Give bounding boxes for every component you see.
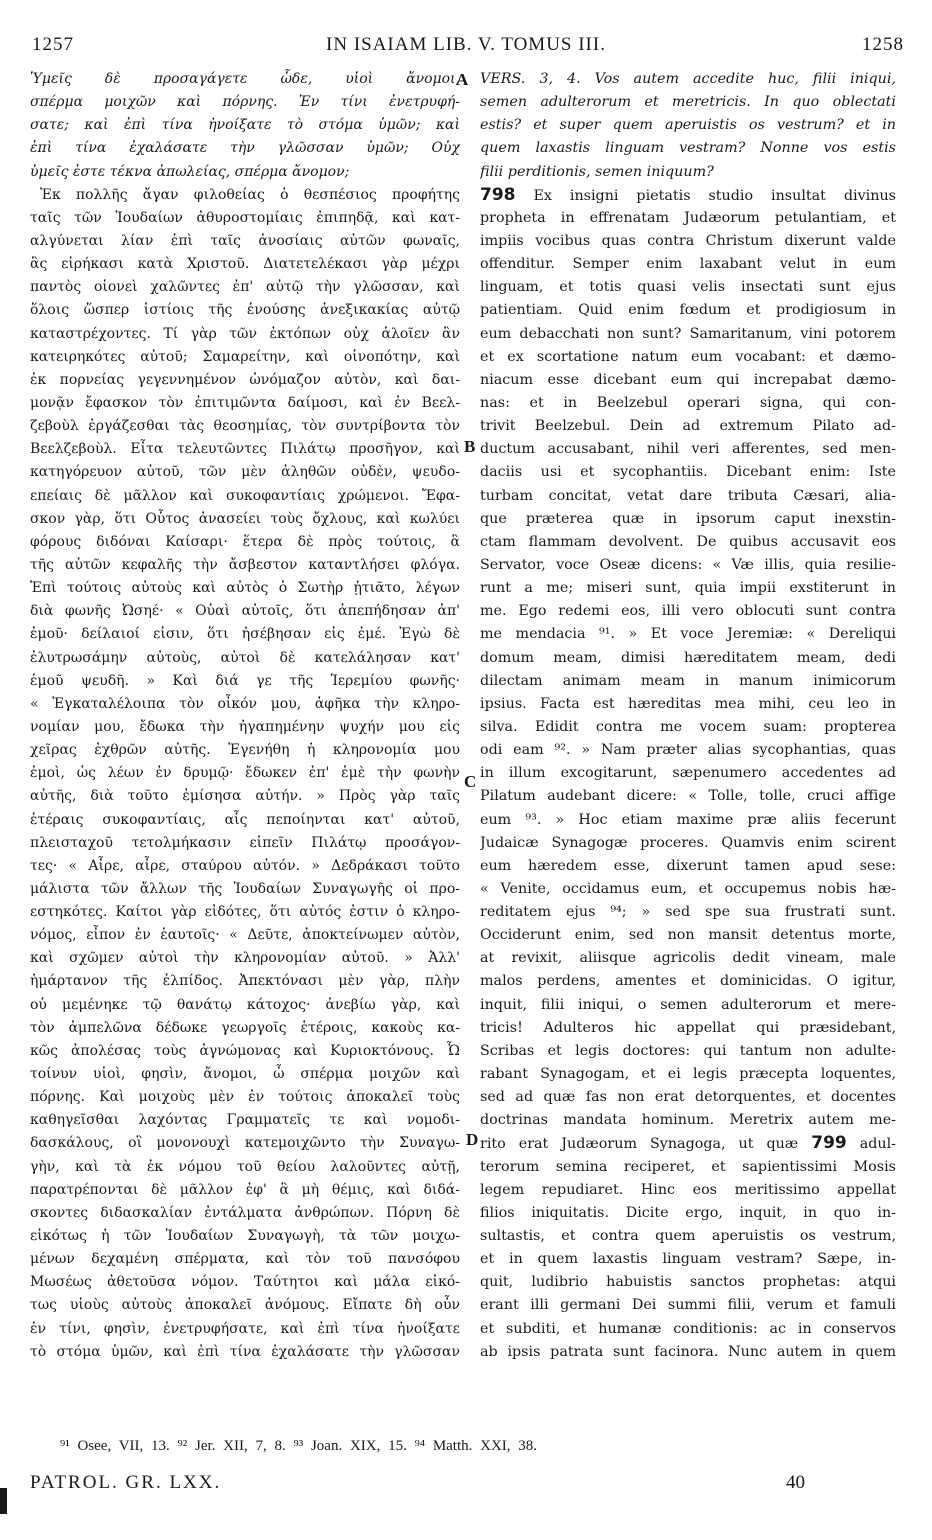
greek-text-line: αὐτῆς, διὰ τοῦτο ἐμίσησα αὐτήν. » Πρὸς γὰρ ταῖς <box>30 788 460 805</box>
latin-text-line: rabant Synagogam, et ei legis præcepta loquentes, <box>480 1066 896 1083</box>
greek-text-line: καὶ σχῶμεν αὐτοὶ τὴν κληρονομίαν αὐτοῦ. » Ἀλλ' <box>30 950 460 967</box>
latin-text-line: daciis usi et sycophantiis. Dicebant enim: Iste <box>480 464 896 481</box>
latin-text-line: turbam concitat, vetat dare tributa Cæsari, alia- <box>480 487 896 504</box>
greek-text-line: καθηγεῖσθαι λαχόντας Γραμματεῖς τε καὶ νομοδι- <box>30 1112 460 1129</box>
greek-text-line: Μωσέως ἀθετοῦσα νόμον. Ταύτητοι καὶ μάλα εἰκό- <box>30 1274 460 1291</box>
greek-text-line: ζεβοὺλ ἐργάζεσθαι τὰς θεοσημίας, τὸν συντρίβοντα τὸν <box>30 418 460 435</box>
greek-text-line: ἐμοῦ ψευδῆ. » Καὶ διά γε τῆς Ἱερεμίου φωνῆς· <box>30 672 460 689</box>
latin-text-line: Servator, voce Oseæ dicens: « Væ illis, quia resilie- <box>480 556 896 573</box>
greek-text-line: ἐμοῦ· δείλαιοί εἰσιν, ὅτι ἠσέβησαν εἰς ἐμέ. Ἐγὼ δὲ <box>30 626 460 643</box>
latin-text-line: in illum excogitarunt, sæpenumero accedentes ad <box>480 765 896 782</box>
running-title: IN ISAIAM LIB. V. TOMUS III. <box>326 34 606 55</box>
page-number-right: 1258 <box>862 34 904 55</box>
greek-text-line: ὅλοις ὥσπερ ἱστίοις τῆς ἐνούσης ἀνεξικακίας αὐτῷ <box>30 302 460 319</box>
latin-text-line: at revixit, aliisque agricolis dedit vineam, male <box>480 950 896 967</box>
latin-text-fragment: rito erat Judæorum Synagoga, ut quæ <box>480 1136 799 1153</box>
greek-text-line: σατε; καὶ ἐπὶ τίνα ἠνοίξατε τὸ στόμα ὑμῶν; καὶ <box>30 117 460 134</box>
greek-text-line: γὴν, καὶ τὰ ἐκ νόμου τοῦ θείου λαλοῦντες αὐτῇ, <box>30 1158 460 1175</box>
greek-text-line: τοίνυν υἱοὶ, φησὶν, ἄνομοι, ὦ σπέρμα μοιχῶν καὶ <box>30 1066 460 1083</box>
greek-text-line: σκον γὰρ, ὅτι Οὗτος ἀνασείει τοὺς ὄχλους, καὶ κωλύει <box>30 510 460 527</box>
latin-text-line: tricis! Adulteros hic appellat qui præsidebant, <box>480 1019 896 1036</box>
latin-text-line: Judaicæ Synagogæ proceres. Quamvis enim scirent <box>480 834 896 851</box>
greek-text-column <box>30 68 460 1364</box>
greek-text-line: μονᾷν ἔφασκον τὸν ἐπιτιμῶντα δαίμοσι, καὶ ἐν Βεελ- <box>30 394 460 411</box>
greek-text-line: παντὸς οἱονεὶ χαλῶντες ἐπ' αὐτῷ τὴν γλῶσσαν, καὶ <box>30 279 460 296</box>
greek-text-line: τὸ στόμα ὑμῶν, καὶ ἐπὶ τίνα ἐχαλάσατε τὴν γλῶσσαν <box>30 1343 460 1360</box>
greek-text-line: νομίαν μου, ἔδωκα τὴν ἠγαπημένην ψυχήν μου εἰς <box>30 718 460 735</box>
latin-text-line: estis? et super quem aperuistis os vestrum? et in <box>480 117 896 134</box>
greek-text-line: Ἐκ πολλῆς ἄγαν φιλοθείας ὁ θεσπέσιος προφήτης <box>40 186 460 203</box>
scan-edge-mark <box>0 1488 7 1514</box>
greek-text-line: ἑτέραις συκοφαντίαις, αἷς πεποίηνται κατ' αὐτοῦ, <box>30 811 460 828</box>
greek-text-line: ἡμάρτανον τῆς ἐλπίδος. Ἀπεκτόνασι μὲν γὰρ, πλὴν <box>30 973 460 990</box>
greek-text-line: εἰκότως ἡ τῶν Ἰουδαίων Συναγωγὴ, τὰ τῶν μοιχω- <box>30 1228 460 1245</box>
greek-text-line: σπέρμα μοιχῶν καὶ πόρνης. Ἐν τίνι ἐνετρυφή- <box>30 94 460 111</box>
greek-text-line: δασκάλους, οἳ μονονουχὶ κατεμοιχῶντο τὴν Συναγω- <box>30 1135 460 1152</box>
latin-text-line: sed ad quæ fas non erat detorquentes, et docentes <box>480 1089 896 1106</box>
latin-text-line: silva. Edidit contra me vocem suam: propterea <box>480 718 896 735</box>
latin-text-line: Pilatum audebant dicere: « Tolle, tolle, cruci affige <box>480 788 896 805</box>
latin-text-line: quit, ludibrio habuistis sanctos prophetas: atqui <box>480 1274 896 1291</box>
greek-text-line: τὸν ἀμπελῶνα δέδωκε γεωργοῖς ἑτέροις, κακοὺς κα- <box>30 1019 460 1036</box>
latin-text-line: ipsius. Facta est hæreditas mea mihi, ceu leo in <box>480 695 896 712</box>
latin-text-line: doctrinas mandata hominum. Meretrix autem me- <box>480 1112 896 1129</box>
latin-text-line: me. Ego redemi eos, illi vero oblocuti sunt contra <box>480 603 896 620</box>
latin-text-line: et in quem laxastis linguam vestram? Sæpe, in- <box>480 1251 896 1268</box>
latin-text-line: Scribas et legis doctores: qui tantum non adulte- <box>480 1042 896 1059</box>
greek-text-line: ἐκ πορνείας γεγεννημένον ὠνόμαζον αὐτὸν, καὶ δαι- <box>30 371 460 388</box>
greek-text-line: εστηκότες. Καίτοι γὰρ εἰδότες, ὅτι αὐτός ἐστιν ὁ κληρο- <box>30 904 460 921</box>
latin-text-line: filios iniquitatis. Dicite ergo, inquit, in quo in- <box>480 1204 896 1221</box>
sheet-number: 40 <box>786 1472 805 1493</box>
latin-text-column <box>480 68 896 1364</box>
footnotes: ⁹¹ Osee, VII, 13. ⁹² Jer. XII, 7, 8. ⁹³ Joan. XIX, 15. ⁹⁴ Matth. XXI, 38. <box>60 1438 538 1454</box>
latin-text-line: filii perditionis, semen iniquum? <box>480 163 714 180</box>
greek-text-line: επείαις δὲ μᾶλλον καὶ συκοφαντίαις χρώμενοι. Ἔφα- <box>30 487 460 504</box>
running-header <box>28 34 904 60</box>
latin-text-fragment: adul- <box>859 1136 896 1153</box>
latin-text-line: odi eam ⁹². » Nam præter alias sycophantias, quas <box>480 742 896 759</box>
greek-text-line: νόμος, εἶπον ἐν ἑαυτοῖς· « Δεῦτε, ἀποκτείνωμεν αὐτὸν, <box>30 927 460 944</box>
latin-text-line: semen adulterorum et meretricis. In quo oblectati <box>480 94 896 111</box>
greek-text-line: αλγύνεται λίαν ἐπὶ ταῖς ἀνοσίαις αὐτῶν φωναῖς, <box>30 232 460 249</box>
greek-text-line: ἃς εἰρήκασι κατὰ Χριστοῦ. Διατετελέκασι γὰρ μέχρι <box>30 256 460 273</box>
greek-text-line: μάλιστα τῶν ἄλλων τῆς Ἰουδαίων Συναγωγῆς οἱ προ- <box>30 880 460 897</box>
page-number-left: 1257 <box>32 34 74 55</box>
latin-text-line: malos perdens, amentes et dominicidas. O igitur, <box>480 973 896 990</box>
greek-text-line: πόρνης. Καὶ μοιχοὺς μὲν ἐν τούτοις ἀποκαλεῖ τοὺς <box>30 1089 460 1106</box>
latin-text-line: erant illi germani Dei summi filii, verum et famuli <box>480 1297 896 1314</box>
latin-text-line: me mendacia ⁹¹. » Et voce Jeremiæ: « Dereliqui <box>480 626 896 643</box>
greek-text-line: ὑμεῖς ἐστε τέκνα ἀπωλείας, σπέρμα ἄνομον; <box>30 163 350 180</box>
latin-text-line: trivit Beelzebul. Dein ad extremum Pilato ad- <box>480 418 896 435</box>
greek-text-line: διὰ φωνῆς Ὠσηέ· « Οὐαὶ αὐτοῖς, ὅτι ἀπεπήδησαν ἀπ' <box>30 603 460 620</box>
greek-text-line: τῆς αὐτῶν κεφαλῆς τὴν ἄσβεστον καταντλήσει φλόγα. <box>30 556 460 573</box>
greek-text-line: κῶς ἀπολέσας τοὺς ἀγνώμονας καὶ Κυριοκτόνους. Ὦ <box>30 1042 460 1059</box>
latin-text-line: linguam, et totis quasi velis insectati sunt ejus <box>480 279 896 296</box>
greek-text-line: ταῖς τῶν Ἰουδαίων ἀθυροστομίαις ἐπιπηδᾷ, καὶ κατ- <box>30 209 460 226</box>
greek-text-line: Βεελζεβοὺλ. Εἶτα τελευτῶντες Πιλάτῳ προσῆγον, καὶ <box>30 441 460 458</box>
greek-text-line: καταστρέχοντες. Τί γὰρ τῶν ἐκτόπων οὐχ ἁλοῖεν ἂν <box>30 325 460 342</box>
latin-text-line: terorum semina reciperet, et sapientissimi Mosis <box>480 1158 896 1175</box>
greek-text-line: παρατρέπονται δὲ μᾶλλον ἐφ' ἃ μὴ θέμις, καὶ διδά- <box>30 1181 460 1198</box>
latin-text-line: « Venite, occidamus eum, et occupemus nobis hæ- <box>480 880 896 897</box>
latin-text-line: eum debacchati non sunt? Samaritanum, vini potorem <box>480 325 896 342</box>
greek-text-line: τως υἱοὺς αὐτοὺς ἀποκαλεῖ ἀνόμους. Εἴπατε δὴ οὖν <box>30 1297 460 1314</box>
latin-text-line <box>480 184 896 207</box>
latin-text-line: que præterea quæ in ipsorum caput inexstin- <box>480 510 896 527</box>
greek-text-line: χεῖρας ἐχθρῶν αὐτῆς. Ἐγενήθη ἡ κληρονομία μου <box>30 742 460 759</box>
latin-text-line: propheta in effrenatam Judæorum petulantiam, et <box>480 209 896 226</box>
greek-text-line: « Ἐγκαταλέλοιπα τὸν οἶκόν μου, ἀφῆκα τὴν κληρο- <box>30 695 460 712</box>
latin-text-line: nas: et in Beelzebul operari signa, qui con- <box>480 394 896 411</box>
latin-text-line: patientiam. Quid enim fœdum et prodigiosum in <box>480 302 896 319</box>
column-number-798: 798 <box>480 184 516 205</box>
margin-letter-b: B <box>464 437 476 456</box>
greek-text-line: Ἐπὶ τούτοις αὐτοὺς καὶ αὐτὸς ὁ Σωτὴρ ᾐτιᾶτο, λέγων <box>30 580 460 597</box>
latin-text-line: inquit, filii iniqui, o semen adulterorum et mere- <box>480 996 896 1013</box>
latin-text-line: ctam flammam devolvent. De quibus accusavit eos <box>480 533 896 550</box>
series-signature: PATROL. GR. LXX. <box>30 1472 222 1493</box>
column-number-799: 799 <box>811 1133 847 1154</box>
latin-text-line: niacum esse dicebant eum qui increpabat dæmo- <box>480 371 896 388</box>
greek-text-line: ἐμοὶ, ὡς λέων ἐν δρυμῷ· ἔδωκεν ἐπ' ἐμὲ τὴν φωνὴν <box>30 765 460 782</box>
greek-text-line: ἐν τίνι, φησὶν, ἐνετρυφήσατε, καὶ ἐπὶ τίνα ἠνοίξατε <box>30 1320 460 1337</box>
greek-text-line: ἐλυτρωσάμην αὐτοὺς, αὐτοὶ δὲ κατελάλησαν κατ' <box>30 649 460 666</box>
greek-text-line: φόρους διδόναι Καίσαρι· ἕτερα δὲ πρὸς τούτοις, ἃ <box>30 533 460 550</box>
latin-text-line: eum hæredem esse, dixerunt tamen apud sese: <box>480 857 896 874</box>
latin-text-line: legem repudiaret. Hinc eos meritissimo appellat <box>480 1181 896 1198</box>
latin-text-line: et ex scortatione natum eum vocabant: et dæmo- <box>480 348 896 365</box>
latin-text-line: domum meam, dimisi hæreditatem meam, dedi <box>480 649 896 666</box>
greek-text-line: μένων δεχαμένη σπέρματα, καὶ τὸν τοῦ πανσόφου <box>30 1251 460 1268</box>
latin-text-line: ductum accusabant, nihil veri afferentes, sed men- <box>480 441 896 458</box>
margin-letter-a: A <box>456 70 469 89</box>
margin-letter-d: D <box>466 1130 479 1149</box>
latin-text-line: reditatem ejus ⁹⁴; » sed spe sua frustrati sunt. <box>480 904 896 921</box>
latin-text-line: impiis vocibus quas contra Christum dixerunt valde <box>480 232 896 249</box>
greek-text-line: κατηγόρευον αὐτοῦ, τῶν μὲν ἀληθῶν οὐδὲν, ψευδο- <box>30 464 460 481</box>
greek-text-line: πλεισταχοῦ τετολμήκασιν εἰπεῖν Πιλάτῳ προσάγον- <box>30 834 460 851</box>
latin-text-fragment: Ex insigni pietatis studio insultat divinus <box>533 187 896 204</box>
greek-text-line: κατειρηκότες αὐτοῦ; Σαμαρείτην, καὶ οἰνοπότην, καὶ <box>30 348 460 365</box>
latin-text-line: offenditur. Semper enim laxabant velut in eum <box>480 256 896 273</box>
latin-text-line: VERS. 3, 4. Vos autem accedite huc, filii iniqui, <box>480 71 896 87</box>
greek-text-line: οὐ μεμένηκε τῷ θανάτῳ κάτοχος· ἀνεβίω γὰρ, καὶ <box>30 996 460 1013</box>
latin-text-line: runt a me; miseri sunt, quia impii exstiterunt in <box>480 580 896 597</box>
latin-text-line: dilectam animam meam in manum inimicorum <box>480 672 896 689</box>
greek-text-line: Ὑμεῖς δὲ προσαγάγετε ὧδε, υἱοὶ ἄνομοι, <box>30 71 460 87</box>
latin-text-line: et subditi, et humanæ conditionis: ac in conservos <box>480 1320 896 1337</box>
latin-text-line: ab ipsis patrata sunt facinora. Nunc autem in quem <box>480 1343 896 1360</box>
latin-text-line: sultastis, et contra quem aperuistis os vestrum, <box>480 1228 896 1245</box>
latin-text-line <box>480 1132 896 1155</box>
margin-letter-c: C <box>464 772 477 791</box>
latin-text-line: eum ⁹³. » Hoc etiam maxime præ aliis fecerunt <box>480 811 896 828</box>
greek-text-line: ἐπὶ τίνα ἐχαλάσατε τὴν γλῶσσαν ὑμῶν; Οὐχ <box>30 140 460 157</box>
greek-text-line: σκοντες διδασκαλίαν ἐντάλματα ἀνθρώπων. Πόρνη δὲ <box>30 1204 460 1221</box>
greek-text-line: τες· « Αἶρε, αἶρε, σταύρου αὐτόν. » Δεδράκασι τοῦτο <box>30 857 460 874</box>
latin-text-line: Occiderunt enim, sed non mansit detentus morte, <box>480 927 896 944</box>
latin-text-line: quem laxastis linguam vestram? Nonne vos estis <box>480 140 896 157</box>
